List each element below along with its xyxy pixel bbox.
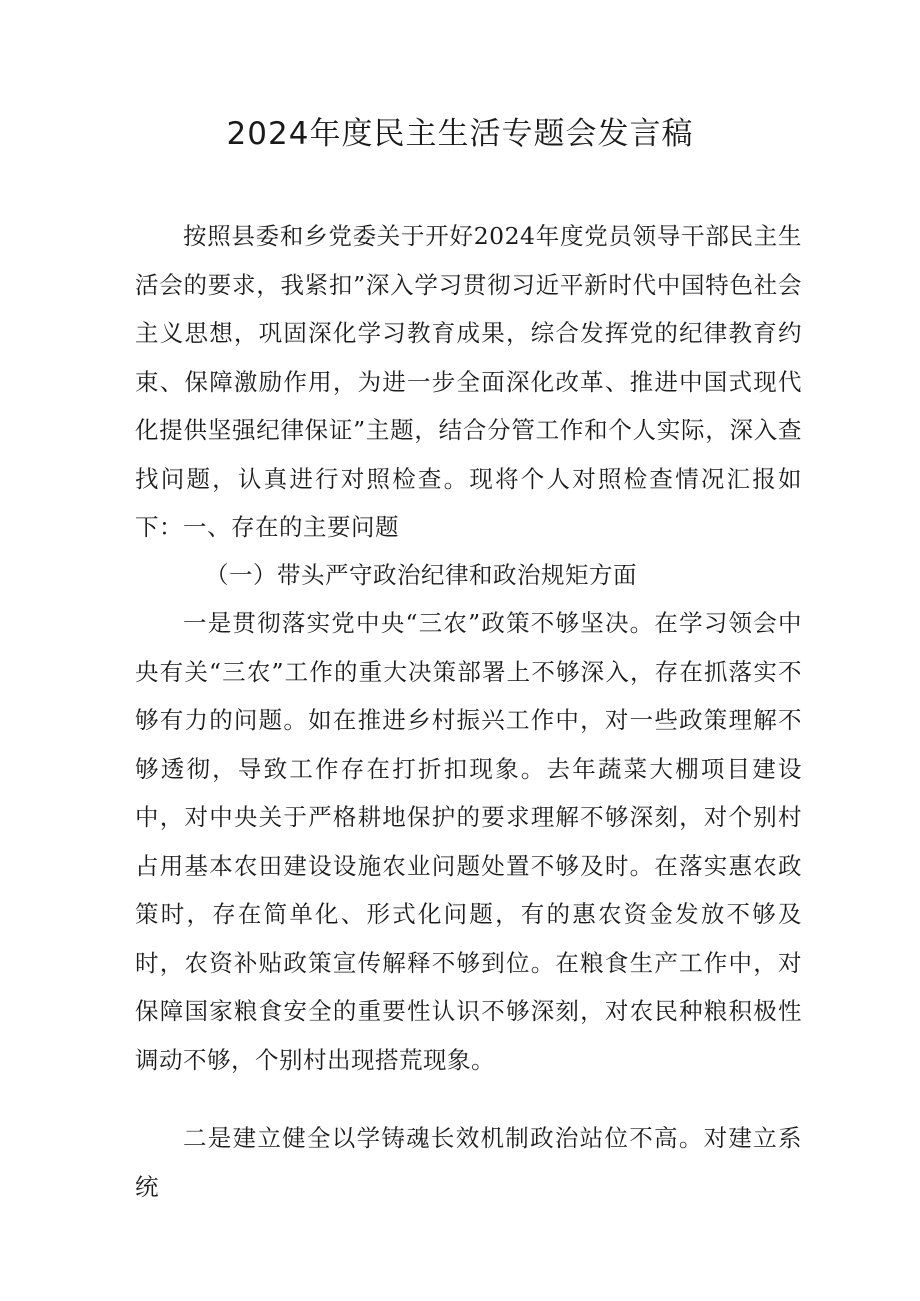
subsection-heading: （一）带头严守政治纪律和政治规矩方面 <box>205 561 637 589</box>
document-title: 2024年度民主生活专题会发言稿 <box>226 116 694 152</box>
body-paragraph-2: 二是建立健全以学铸魂长效机制政治站位不高。对建立系统 <box>135 1124 802 1201</box>
intro-paragraph: 按照县委和乡党委关于开好2024年度党员领导干部民主生活会的要求，我紧扣”深入学习贯彻习近平新时代中国特色社会主义思想，巩固深化学习教育成果，综合发挥党的纪律教育约束、保障激励作用，为进一步全面深化改革、推进中国式现代化提供坚强纪律保证”主题，结合分管工作和个人实际，深入查找问题，认真进行对照检查。现将个人对照检查情况汇报如下： <box>135 222 802 541</box>
section-heading: 一、存在的主要问题 <box>183 513 399 541</box>
body-paragraph-1: 一是贯彻落实党中央“三农”政策不够坚决。在学习领会中央有关“三农”工作的重大决策部署上不够深入，存在抓落实不够有力的问题。如在推进乡村振兴工作中，对一些政策理解不够透彻，导致工作存在打折扣现象。去年蔬菜大棚项目建设中，对中央关于严格耕地保护的要求理解不够深刻，对个别村占用基本农田建设设施农业问题处置不够及时。在落实惠农政策时，存在简单化、形式化问题，有的惠农资金发放不够及时，农资补贴政策宣传解释不够到位。在粮食生产工作中，对保障国家粮食安全的重要性认识不够深刻，对农民种粮积极性调动不够，个别村出现搭荒现象。 <box>135 609 802 1074</box>
